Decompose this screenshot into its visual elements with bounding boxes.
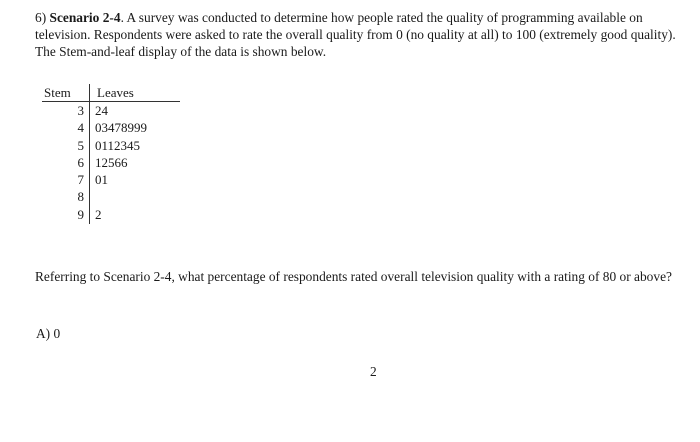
answer-text: A) 0 [36, 326, 61, 341]
leaf-values: 24 [95, 103, 108, 118]
stem-leaf-header [42, 84, 182, 102]
stem-value: 6 [77, 154, 84, 170]
stem-leaf-rows [42, 102, 182, 223]
stem-leaf-row [42, 102, 182, 119]
stem-leaf-row [42, 171, 182, 188]
stem-leaf-row [42, 188, 182, 205]
question-text [35, 9, 695, 60]
stem-value: 4 [77, 120, 84, 136]
scenario-label: Scenario 2-4 [49, 10, 121, 25]
stem-leaf-row [42, 206, 182, 223]
stem-value: 7 [77, 172, 84, 188]
stem-leaf-row [42, 137, 182, 154]
stem-value: 5 [77, 137, 84, 153]
stem-leaf-row [42, 119, 182, 136]
question-number: 6) [35, 10, 47, 25]
stem-header: Stem [44, 85, 71, 100]
page-number: 2 [370, 364, 377, 379]
leaf-values: 12566 [95, 154, 128, 170]
leaf-values: 03478999 [95, 120, 147, 136]
question-prompt: Referring to Scenario 2-4, what percentage of respondents rated overall television quality with a rating of 80 or above? [35, 269, 672, 284]
stem-leaf-row [42, 154, 182, 171]
stem-value: 9 [77, 206, 84, 222]
leaves-header: Leaves [97, 85, 134, 100]
stem-and-leaf-display [42, 84, 182, 222]
leaf-values: 2 [95, 206, 102, 222]
question-intro: . A survey was conducted to determine how people rated the quality of programming available on television. Respondents were asked to rate the overall quality from 0 (no quality at all) to 100 (extremely good quality). The Stem-and-leaf display of the data is shown below. [35, 10, 676, 59]
leaf-values: 0112345 [95, 137, 141, 153]
leaf-values: 01 [95, 172, 108, 188]
stem-value: 8 [77, 189, 84, 205]
stem-value: 3 [77, 103, 84, 118]
